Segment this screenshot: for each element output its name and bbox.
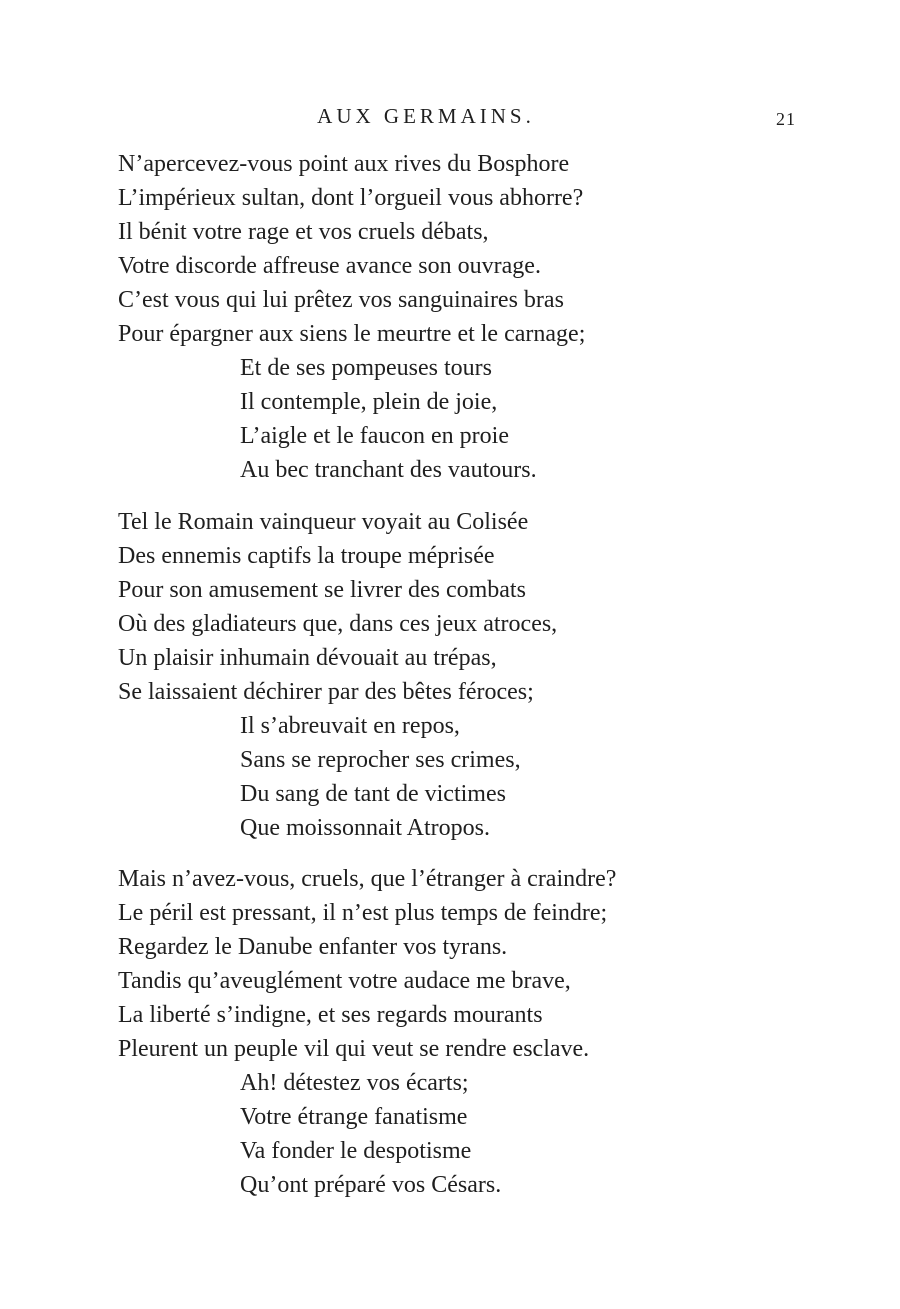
verse-line: Tel le Romain vainqueur voyait au Colisée (118, 509, 529, 535)
verse-line-indented: Qu’ont préparé vos Césars. (240, 1172, 502, 1198)
verse-line: La liberté s’indigne, et ses regards mourants (118, 1002, 543, 1028)
verse-line-indented: Il contemple, plein de joie, (240, 389, 498, 415)
stanza-3 (118, 862, 616, 1202)
verse-line: C’est vous qui lui prêtez vos sanguinaires bras (118, 287, 564, 313)
verse-line: Regardez le Danube enfanter vos tyrans. (118, 934, 508, 960)
verse-line: Des ennemis captifs la troupe méprisée (118, 543, 495, 569)
verse-line-indented: Va fonder le despotisme (240, 1138, 472, 1164)
verse-line-indented: Et de ses pompeuses tours (240, 355, 492, 381)
verse-line: Le péril est pressant, il n’est plus temps de feindre; (118, 900, 608, 926)
stanza-2 (118, 505, 557, 845)
running-head: AUX GERMAINS. (317, 104, 535, 128)
verse-line: Où des gladiateurs que, dans ces jeux atroces, (118, 611, 558, 637)
verse-line: Votre discorde affreuse avance son ouvrage. (118, 253, 541, 279)
page-number: 21 (776, 109, 796, 129)
verse-line-indented: Que moissonnait Atropos. (240, 815, 490, 841)
verse-line-indented: Ah! détestez vos écarts; (240, 1070, 469, 1096)
verse-line-indented: Il s’abreuvait en repos, (240, 713, 460, 739)
verse-line-indented: L’aigle et le faucon en proie (240, 423, 509, 449)
verse-line: Un plaisir inhumain dévouait au trépas, (118, 645, 497, 671)
stanza-1 (118, 147, 585, 487)
verse-line: N’apercevez-vous point aux rives du Bosphore (118, 151, 570, 177)
verse-line: Tandis qu’aveuglément votre audace me brave, (118, 968, 571, 994)
verse-line: Mais n’avez-vous, cruels, que l’étranger à craindre? (118, 866, 617, 892)
verse-line-indented: Du sang de tant de victimes (240, 781, 506, 807)
verse-line: Pour épargner aux siens le meurtre et le carnage; (118, 321, 586, 347)
verse-line: Pour son amusement se livrer des combats (118, 577, 526, 603)
verse-line: Se laissaient déchirer par des bêtes féroces; (118, 679, 534, 705)
verse-line-indented: Votre étrange fanatisme (240, 1104, 468, 1130)
verse-line-indented: Sans se reprocher ses crimes, (240, 747, 521, 773)
verse-line-indented: Au bec tranchant des vautours. (240, 457, 537, 483)
verse-line: Il bénit votre rage et vos cruels débats, (118, 219, 489, 245)
verse-line: L’impérieux sultan, dont l’orgueil vous abhorre? (118, 185, 584, 211)
verse-line: Pleurent un peuple vil qui veut se rendre esclave. (118, 1036, 590, 1062)
